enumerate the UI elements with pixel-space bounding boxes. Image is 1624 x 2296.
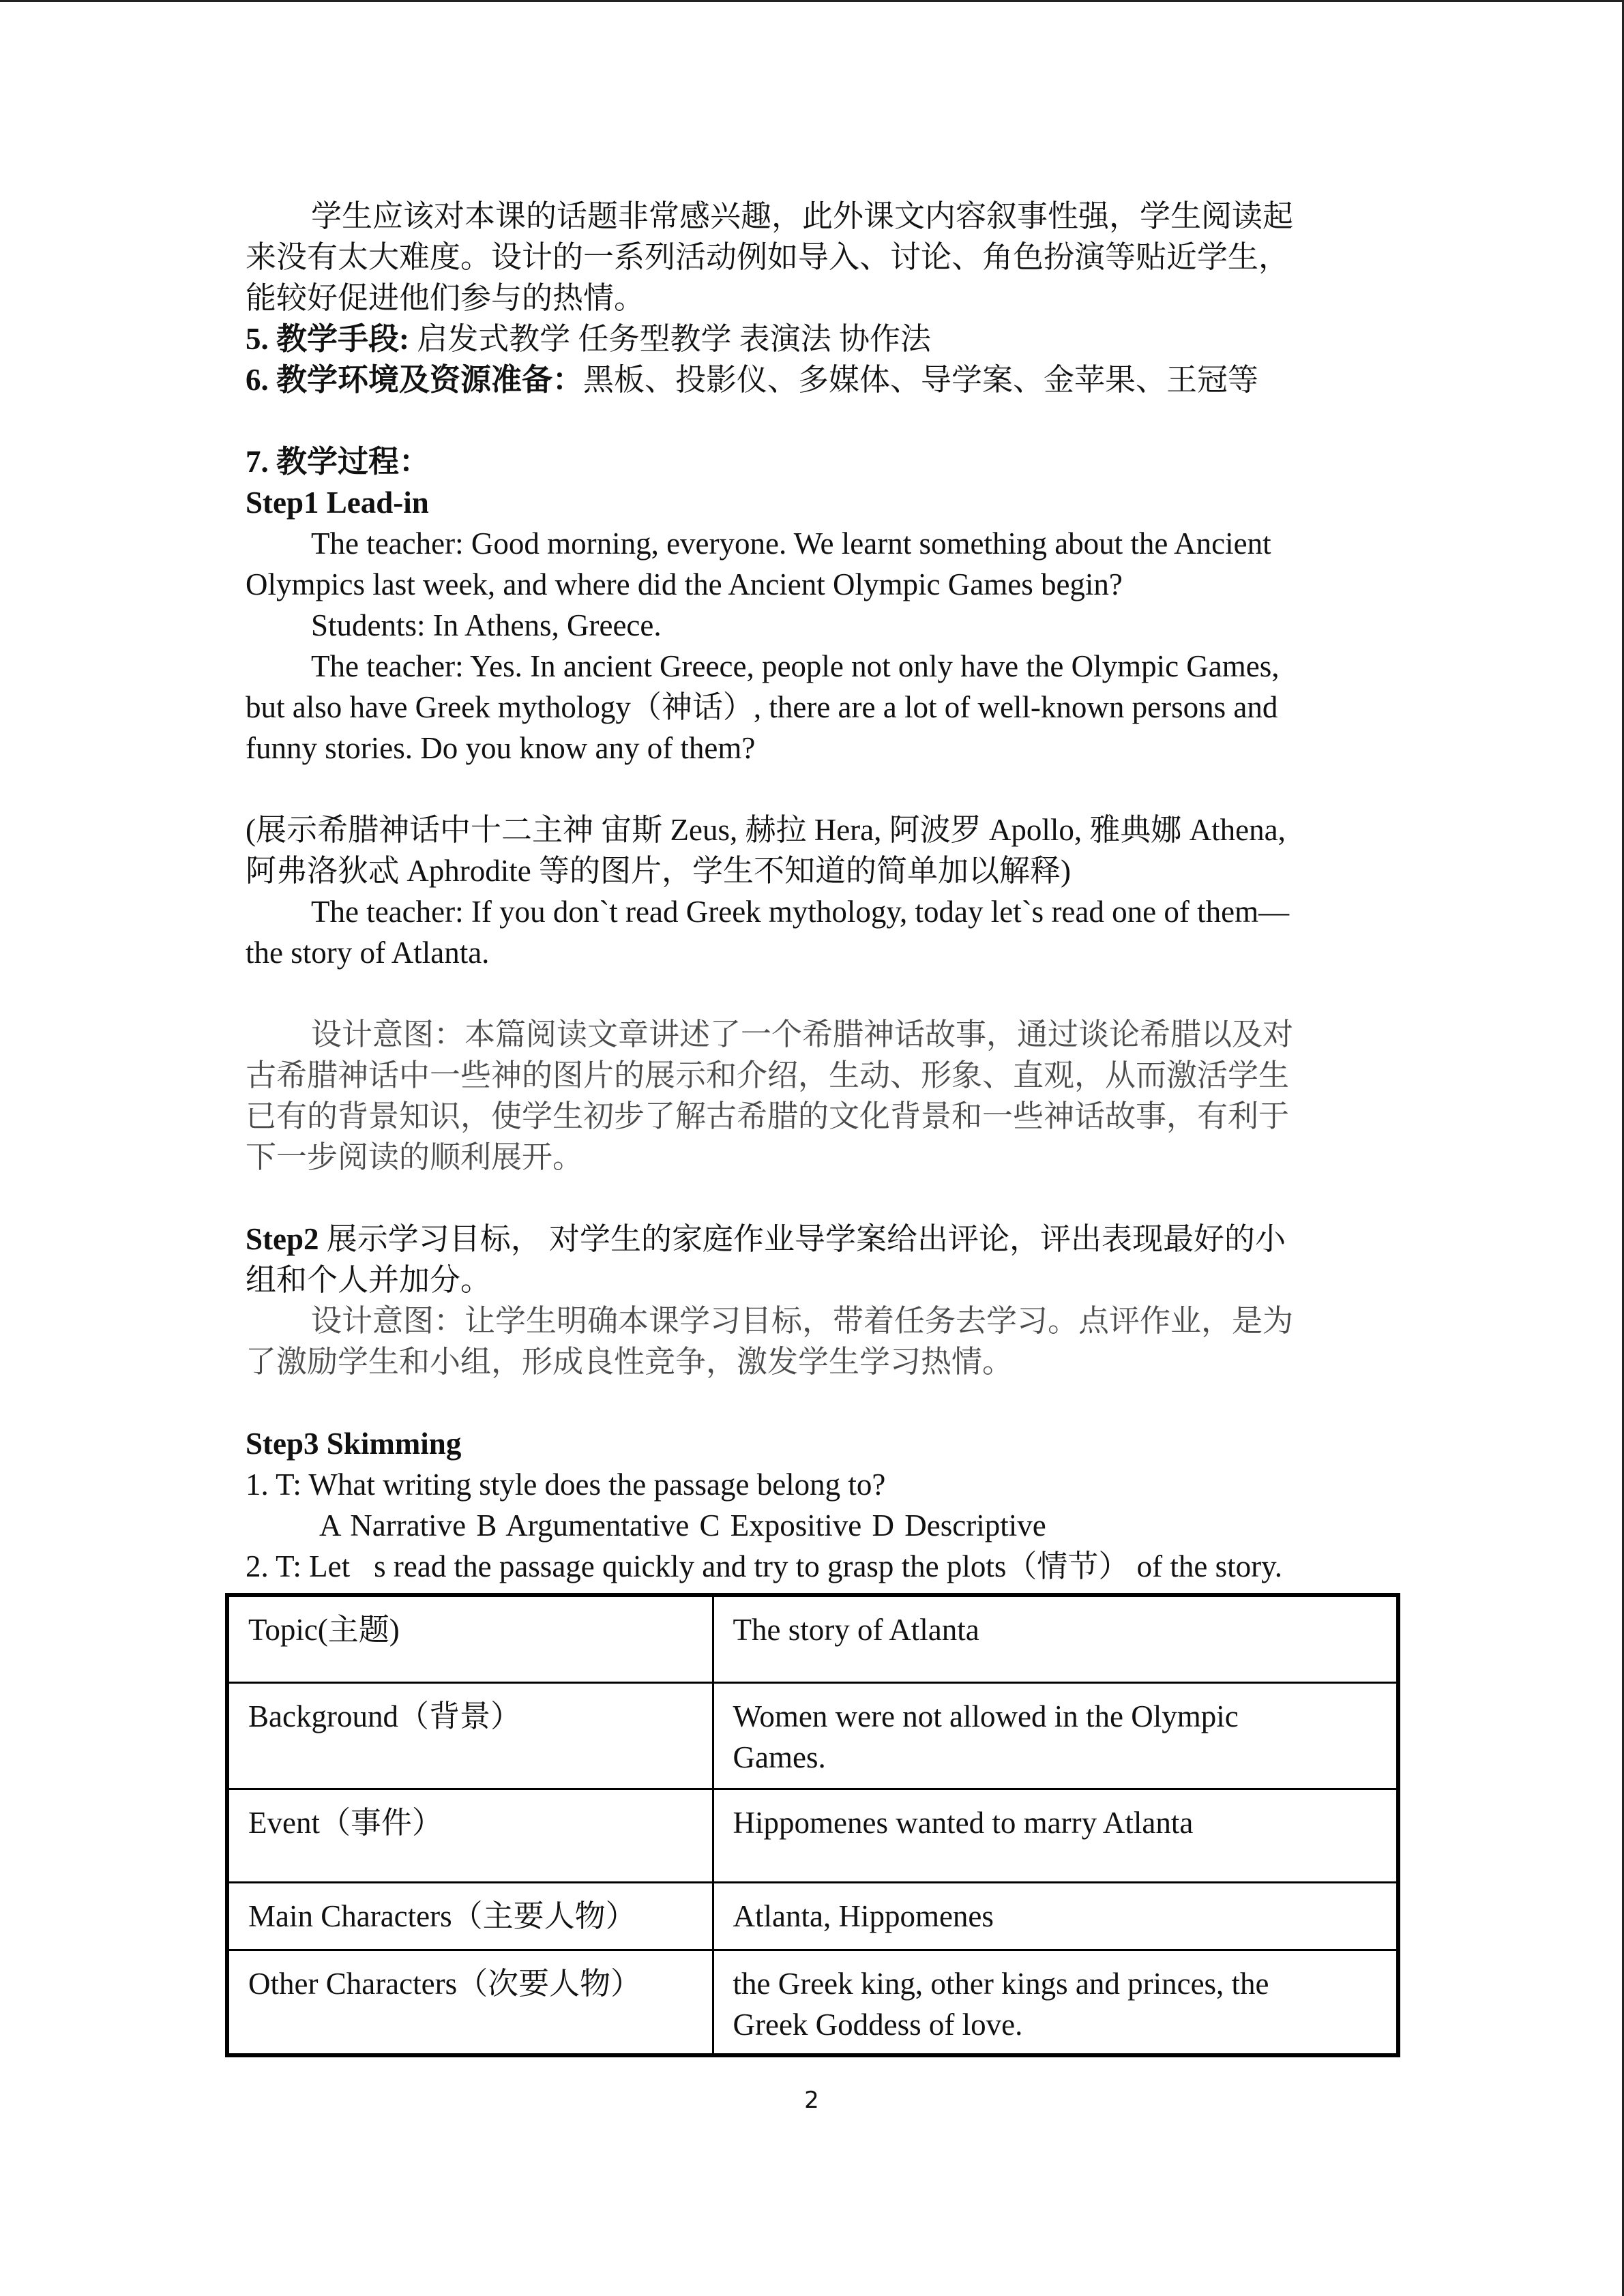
- row-value-line: Greek Goddess of love.: [733, 2008, 1023, 2042]
- teaching-environment-text: 黑板、投影仪、多媒体、导学案、金苹果、王冠等: [583, 363, 1259, 397]
- table-row: [227, 1683, 1398, 1789]
- question-1-options: A Narrative B Argumentative C Expositive D Descriptive: [319, 1508, 1046, 1542]
- teaching-means-text: 启发式教学 任务型教学 表演法 协作法: [417, 322, 932, 356]
- design-intent-2-line-2: 了激励学生和小组，形成良性竞争，激发学生学习热情。: [246, 1345, 1014, 1379]
- step2-line-1: [246, 1219, 1286, 1259]
- row-label: Background（背景）: [227, 1683, 713, 1789]
- row-value: The story of Atlanta: [713, 1595, 1398, 1683]
- row-label: Main Characters（主要人物）: [227, 1883, 713, 1950]
- design-intent-1-line-1: 设计意图：本篇阅读文章讲述了一个希腊神话故事，通过谈论希腊以及对: [311, 1017, 1294, 1052]
- step1-line-7: (展示希腊神话中十二主神 宙斯 Zeus, 赫拉 Hera, 阿波罗 Apollo, 雅典娜 Athena,: [246, 813, 1286, 847]
- row-value: Atlanta, Hippomenes: [713, 1883, 1398, 1950]
- step1-line-4: The teacher: Yes. In ancient Greece, people not only have the Olympic Games,: [311, 649, 1280, 683]
- step1-line-3: Students: In Athens, Greece.: [311, 608, 662, 642]
- table-row: [227, 1595, 1398, 1683]
- question-1: 1. T: What writing style does the passage belong to?: [246, 1467, 886, 1502]
- teaching-means: [246, 318, 931, 359]
- row-label: Event（事件）: [227, 1789, 713, 1883]
- row-label: Topic(主题): [227, 1595, 713, 1683]
- page-frame-top: [0, 0, 1624, 2]
- step1-line-2: Olympics last week, and where did the Ancient Olympic Games begin?: [246, 567, 1123, 601]
- row-value: [713, 1683, 1398, 1789]
- row-label: Other Characters（次要人物）: [227, 1950, 713, 2056]
- row-value: Hippomenes wanted to marry Atlanta: [713, 1789, 1398, 1883]
- plot-table: [225, 1593, 1400, 2057]
- step1-line-1: The teacher: Good morning, everyone. We learnt something about the Ancient: [311, 526, 1271, 561]
- step2-text: 展示学习目标， 对学生的家庭作业导学案给出评论，评出表现最好的小: [319, 1222, 1286, 1256]
- step1-line-9: The teacher: If you don`t read Greek mythology, today let`s read one of them—: [311, 895, 1290, 929]
- row-value-line: Women were not allowed in the Olympic: [733, 1699, 1239, 1733]
- step1-line-6: funny stories. Do you know any of them?: [246, 731, 756, 765]
- table-row: [227, 1950, 1398, 2056]
- table-row: [227, 1883, 1398, 1950]
- row-value: [713, 1950, 1398, 2056]
- design-intent-1-line-4: 下一步阅读的顺利展开。: [246, 1140, 584, 1174]
- step2-line-2: 组和个人并加分。: [246, 1263, 492, 1297]
- step1-line-5: but also have Greek mythology（神话）, there are a lot of well-known persons and: [246, 690, 1278, 724]
- design-intent-1-line-2: 古希腊神话中一些神的图片的展示和介绍，生动、形象、直观，从而激活学生: [246, 1058, 1290, 1092]
- table-row: [227, 1789, 1398, 1883]
- analysis-line-2: 来没有太大难度。设计的一系列活动例如导入、讨论、角色扮演等贴近学生，: [246, 240, 1290, 274]
- teaching-environment-label: 6. 教学环境及资源准备：: [246, 363, 584, 397]
- process-heading: 7. 教学过程：: [246, 445, 430, 479]
- design-intent-1-line-3: 已有的背景知识，使学生初步了解古希腊的文化背景和一些神话故事，有利于: [246, 1099, 1290, 1133]
- question-2: 2. T: Let⃞s read the passage quickly and try to grasp the plots（情节） of the story.: [246, 1549, 1282, 1583]
- row-value-line: the Greek king, other kings and princes, the: [733, 1967, 1269, 2001]
- design-intent-2-line-1: 设计意图：让学生明确本课学习目标，带着任务去学习。点评作业，是为: [311, 1304, 1294, 1338]
- step2-heading: Step2: [246, 1222, 319, 1256]
- step1-heading: Step1 Lead-in: [246, 486, 429, 520]
- analysis-line-3: 能较好促进他们参与的热情。: [246, 281, 645, 315]
- analysis-line-1: 学生应该对本课的话题非常感兴趣，此外课文内容叙事性强，学生阅读起: [311, 199, 1294, 233]
- step3-heading: Step3 Skimming: [246, 1427, 462, 1461]
- page-number: 2: [804, 2087, 819, 2114]
- teaching-means-label: 5. 教学手段:: [246, 322, 409, 356]
- row-value-line: Games.: [733, 1740, 826, 1774]
- teaching-environment: [246, 359, 1258, 400]
- step1-line-8: 阿弗洛狄忒 Aphrodite 等的图片，学生不知道的简单加以解释): [246, 854, 1071, 888]
- step1-line-10: the story of Atlanta.: [246, 936, 490, 970]
